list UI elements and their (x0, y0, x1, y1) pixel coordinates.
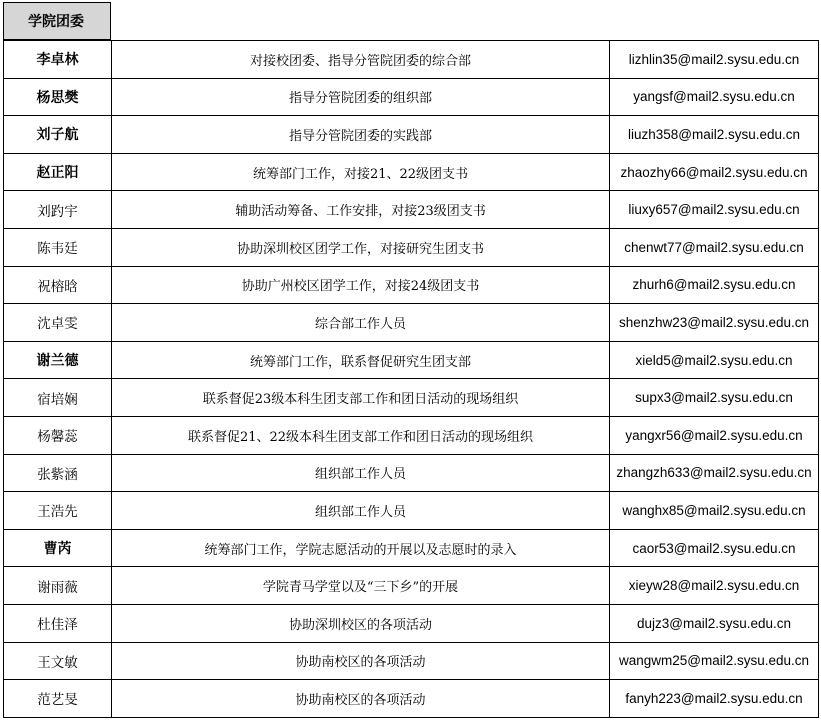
table-row (4, 266, 819, 304)
member-name: 王浩先 (4, 492, 112, 530)
member-duty: 协助深圳校区团学工作，对接研究生团支书 (112, 228, 610, 266)
member-duty: 指导分管院团委的组织部 (112, 78, 610, 116)
member-duty: 学院青马学堂以及“三下乡”的开展 (112, 567, 610, 605)
member-duty: 联系督促23级本科生团支部工作和团日活动的现场组织 (112, 379, 610, 417)
contacts-table-body (4, 41, 819, 718)
member-email: xieyw28@mail2.sysu.edu.cn (610, 567, 819, 605)
member-name: 赵正阳 (4, 153, 112, 191)
member-name: 杨馨蕊 (4, 416, 112, 454)
member-email: yangxr56@mail2.sysu.edu.cn (610, 416, 819, 454)
member-duty: 协助南校区的各项活动 (112, 680, 610, 718)
member-email: lizhlin35@mail2.sysu.edu.cn (610, 41, 819, 79)
table-row (4, 78, 819, 116)
member-duty: 组织部工作人员 (112, 454, 610, 492)
member-name: 谢兰德 (4, 341, 112, 379)
table-row (4, 228, 819, 266)
table-row (4, 604, 819, 642)
member-name: 范艺旻 (4, 680, 112, 718)
member-duty: 协助深圳校区的各项活动 (112, 604, 610, 642)
member-duty: 联系督促21、22级本科生团支部工作和团日活动的现场组织 (112, 416, 610, 454)
member-email: zhaozhy66@mail2.sysu.edu.cn (610, 153, 819, 191)
member-name: 杨思樊 (4, 78, 112, 116)
section-title: 学院团委 (3, 2, 111, 40)
member-duty: 协助南校区的各项活动 (112, 642, 610, 680)
member-email: yangsf@mail2.sysu.edu.cn (610, 78, 819, 116)
member-duty: 协助广州校区团学工作，对接24级团支书 (112, 266, 610, 304)
table-row (4, 529, 819, 567)
member-name: 宿培娴 (4, 379, 112, 417)
member-email: supx3@mail2.sysu.edu.cn (610, 379, 819, 417)
table-row (4, 567, 819, 605)
table-row (4, 642, 819, 680)
member-email: wanghx85@mail2.sysu.edu.cn (610, 492, 819, 530)
member-email: dujz3@mail2.sysu.edu.cn (610, 604, 819, 642)
member-email: caor53@mail2.sysu.edu.cn (610, 529, 819, 567)
table-row (4, 454, 819, 492)
member-email: shenzhw23@mail2.sysu.edu.cn (610, 304, 819, 342)
table-row (4, 116, 819, 154)
member-name: 曹芮 (4, 529, 112, 567)
member-duty: 对接校团委、指导分管院团委的综合部 (112, 41, 610, 79)
member-name: 李卓林 (4, 41, 112, 79)
member-duty: 辅助活动筹备、工作安排，对接23级团支书 (112, 191, 610, 229)
table-row (4, 416, 819, 454)
table-row (4, 492, 819, 530)
member-duty: 组织部工作人员 (112, 492, 610, 530)
table-row (4, 341, 819, 379)
member-duty: 统筹部门工作，对接21、22级团支书 (112, 153, 610, 191)
member-name: 张紫涵 (4, 454, 112, 492)
member-duty: 综合部工作人员 (112, 304, 610, 342)
member-email: xield5@mail2.sysu.edu.cn (610, 341, 819, 379)
member-email: liuxy657@mail2.sysu.edu.cn (610, 191, 819, 229)
member-name: 陈韦廷 (4, 228, 112, 266)
member-duty: 指导分管院团委的实践部 (112, 116, 610, 154)
table-row (4, 680, 819, 718)
member-name: 谢雨薇 (4, 567, 112, 605)
member-email: wangwm25@mail2.sysu.edu.cn (610, 642, 819, 680)
member-email: fanyh223@mail2.sysu.edu.cn (610, 680, 819, 718)
member-email: zhangzh633@mail2.sysu.edu.cn (610, 454, 819, 492)
table-row (4, 304, 819, 342)
table-row (4, 153, 819, 191)
member-email: chenwt77@mail2.sysu.edu.cn (610, 228, 819, 266)
member-name: 刘趵宇 (4, 191, 112, 229)
member-email: liuzh358@mail2.sysu.edu.cn (610, 116, 819, 154)
table-row (4, 41, 819, 79)
table-row (4, 191, 819, 229)
table-row (4, 379, 819, 417)
member-name: 王文敏 (4, 642, 112, 680)
member-name: 祝榕晗 (4, 266, 112, 304)
contacts-table (3, 40, 819, 718)
member-name: 杜佳泽 (4, 604, 112, 642)
member-duty: 统筹部门工作，联系督促研究生团支部 (112, 341, 610, 379)
member-duty: 统筹部门工作，学院志愿活动的开展以及志愿时的录入 (112, 529, 610, 567)
member-email: zhurh6@mail2.sysu.edu.cn (610, 266, 819, 304)
member-name: 沈卓雯 (4, 304, 112, 342)
member-name: 刘子航 (4, 116, 112, 154)
